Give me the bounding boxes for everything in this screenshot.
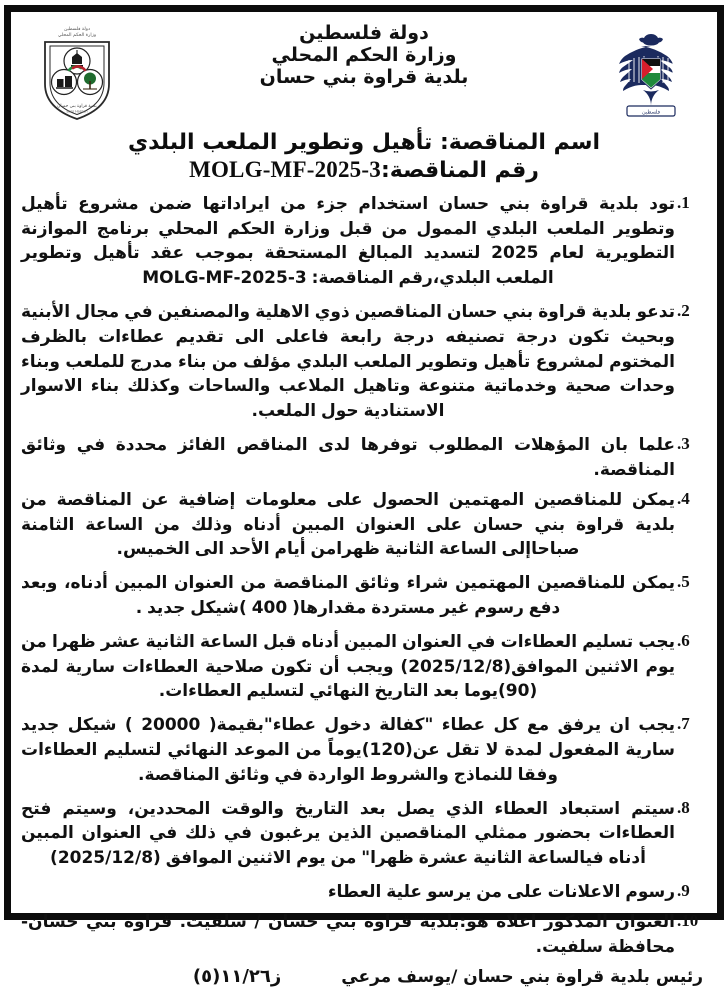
tender-number-line	[21, 156, 707, 184]
tender-name: اسم المناقصة: تأهيل وتطوير الملعب البلدي	[127, 130, 601, 155]
clause-item	[21, 713, 707, 787]
clause-number: 4.	[677, 488, 690, 508]
svg-text:وزارة الحكم المحلي: وزارة الحكم المحلي	[57, 33, 97, 38]
clause-number: 3.	[677, 434, 690, 454]
clause-number: 5.	[677, 572, 690, 592]
clause-text: تدعو بلدية قراوة بني حسان المناقصين ذوي الاهلية والمصنفين في مجال الأبنية وبحيث تكون درجة تصنيفه درجة رابعة فاعلى الى تقديم عطاءات بالظرف المختوم لمشروع تأهيل وتطوير الملعب البلدي مؤلف من بناء مدرج للملعب وبناء وحدات صحية وخدماتية متنوعة وتاهيل الملاعب والساحات وكذلك بناء الاسوار الاستنادية حول الملعب.	[21, 302, 675, 422]
clause-number: 1.	[677, 192, 690, 212]
clause-item	[21, 571, 707, 621]
svg-text:بلدية قراوة بني حسان: بلدية قراوة بني حسان	[57, 104, 97, 109]
clause-text: يمكن للمناقصين المهتمين شراء وثائق المناقصة من العنوان المبين أدناه، وبعد دفع رسوم غير مستردة مقدارها( 400 )شيكل جديد .	[21, 573, 675, 618]
document-header	[21, 16, 707, 128]
svg-text:دولة فلسطين: دولة فلسطين	[63, 27, 91, 32]
clause-item	[21, 880, 707, 905]
svg-text:فلسطين: فلسطين	[642, 109, 660, 116]
clause-number: 2.	[677, 301, 690, 321]
clause-number: 7.	[677, 714, 690, 734]
clause-text: تود بلدية قراوة بني حسان استخدام جزء من ايراداتها ضمن مشروع تأهيل وتطوير الملعب البلدي الممول من قبل وزارة الحكم المحلي برنامج الموازنة التطويرية لعام 2025 لتسديد المبالغ المستحقة بموجب عقد تأهيل وتطوير الملعب البلدي،رقم المناقصة: MOLG-MF-2025-3	[21, 193, 675, 289]
clause-item	[21, 797, 707, 871]
document-footer	[21, 966, 707, 989]
clause-text: العنوان المذكور اعلاه هو:بلدية قراوة بني حسان / سلفيت. قراوة بني حسان- محافظة سلفيت.	[21, 911, 675, 957]
clause-item	[21, 192, 707, 291]
clause-number: 8.	[677, 797, 690, 817]
clause-list	[21, 192, 707, 965]
clause-number: 10.	[677, 910, 699, 930]
clause-text: يجب تسليم العطاءات في العنوان المبين أدناه قبل الساعة الثانية عشر ظهرا من يوم الاثنين الموافق(2025/12/8) ويجب أن تكون صلاحية العطاءات سارية لمدة (90)يوما بعد التاريخ النهائي لتسليم العطاءات.	[21, 631, 675, 702]
header-line-state: دولة فلسطين	[299, 22, 429, 44]
clause-item	[21, 433, 707, 483]
clause-text: علما بان المؤهلات المطلوب توفرها لدى المناقص الفائز محددة في وثائق المناقصة.	[21, 435, 675, 480]
clause-item	[21, 300, 707, 424]
clause-text: رسوم الاعلانات على من يرسو علية العطاء	[327, 882, 675, 903]
clause-text: يجب ان يرفق مع كل عطاء "كفالة دخول عطاء"بقيمة( 20000 ) شيكل جديد سارية المفعول لمدة لا تقل عن(120)يوماً من الموعد النهائي لتسليم العطاءات وفقا للنماذج والشروط الواردة في وثائق المناقصة.	[21, 715, 675, 785]
header-line-municipality: بلدية قراوة بني حسان	[259, 66, 469, 89]
svg-text:Bani Hassan: Bani Hassan	[66, 109, 88, 114]
reference-code: ز١١/٢٦(٥)	[192, 965, 282, 987]
clause-text: سيتم استبعاد العطاء الذي يصل بعد التاريخ والوقت المحددين، وسيتم فتح العطاءات بحضور ممثلي المناقصين الذين يرغبون في ذلك في العنوان المبين أدناه فيالساعة الثانية عشرة ظهرا" من يوم الاثنين الموافق (2025/12/8)	[21, 798, 675, 869]
tender-number-label: رقم المناقصة:	[380, 158, 539, 184]
tender-title-block	[21, 130, 707, 185]
municipality-emblem-icon	[29, 20, 125, 124]
clause-item	[21, 910, 707, 960]
clause-text: يمكن للمناقصين المهتمين الحصول على معلومات إضافية عن المناقصة من بلدية قراوة بني حسان على العنوان المبين أدناه وذلك من الساعة الثامنة صباحاإلى الساعة الثانية ظهرامن أيام الأحد الى الخميس.	[21, 489, 675, 560]
palestine-coat-of-arms-eagle-icon	[603, 20, 699, 124]
clause-number: 9.	[677, 881, 690, 901]
signature-line: رئيس بلدية قراوة بني حسان /يوسف مرعي	[341, 966, 703, 987]
clause-item	[21, 630, 707, 704]
header-title-block	[260, 20, 469, 88]
header-line-ministry: وزارة الحكم المحلي	[271, 44, 457, 67]
clause-item	[21, 488, 707, 562]
tender-number-value: MOLG-MF-2025-3	[189, 157, 381, 183]
clause-number: 6.	[677, 630, 690, 650]
document-frame	[4, 5, 724, 987]
